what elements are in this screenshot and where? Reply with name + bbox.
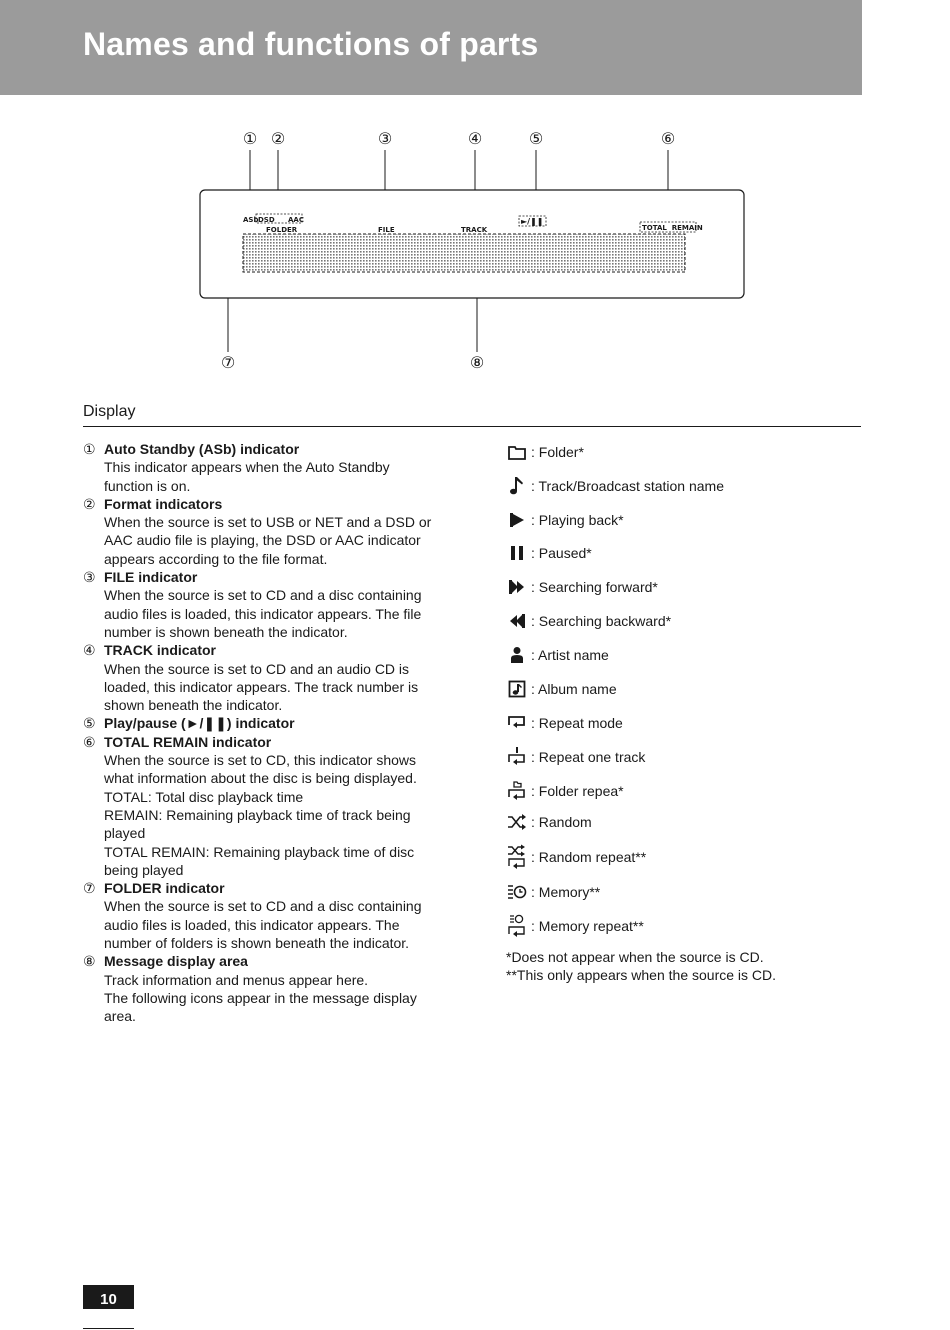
entry-number: ② (83, 495, 96, 512)
display-diagram (0, 110, 950, 400)
memory-repeat-icon (506, 914, 528, 938)
entry-auto-standby (83, 440, 463, 495)
album-icon (506, 678, 528, 700)
icon-label: : Memory repeat** (531, 918, 644, 934)
icon-label: : Searching forward* (531, 579, 658, 595)
entry-text: appears according to the file format. (104, 550, 328, 567)
entry-message-display-area (83, 952, 463, 1025)
section-divider (83, 426, 861, 427)
file-indicator-label: FILE (378, 226, 395, 234)
music-note-icon (506, 475, 528, 497)
random-repeat-icon (506, 844, 528, 870)
folder-icon (506, 441, 528, 463)
entry-folder-indicator (83, 879, 463, 952)
entry-heading: FILE indicator (104, 569, 198, 586)
entry-heading: Auto Standby (ASb) indicator (104, 441, 300, 457)
entry-number: ⑧ (83, 953, 96, 970)
footnote-single-asterisk: *Does not appear when the source is CD. (506, 949, 764, 965)
entry-text: TOTAL REMAIN: Remaining playback time of disc (104, 843, 415, 860)
entry-text: number is shown beneath the indicator. (104, 623, 348, 640)
entry-text: area. (104, 1008, 136, 1025)
asb-indicator-label: ASb (243, 216, 259, 224)
entry-number: ① (83, 441, 96, 457)
icon-row-paused (506, 542, 592, 564)
entry-text: audio files is loaded, this indicator appears. The (104, 916, 400, 933)
entry-track-indicator (83, 641, 463, 714)
play-pause-indicator-label: ►/❚❚ (521, 217, 544, 226)
entry-text: This indicator appears when the Auto Standby (104, 459, 390, 476)
track-indicator-label: TRACK (461, 226, 488, 234)
icon-row-repeat-one (506, 746, 645, 768)
icon-row-track (506, 475, 724, 497)
indicator-descriptions (83, 440, 463, 1026)
entry-text: Track information and menus appear here. (104, 971, 369, 988)
icon-label: : Folder* (531, 444, 584, 460)
icon-label: : Paused* (531, 545, 592, 561)
random-icon (506, 811, 528, 833)
icon-row-album (506, 678, 617, 700)
icon-label: : Repeat one track (531, 749, 646, 765)
search-backward-icon (506, 610, 528, 632)
entry-text: When the source is set to CD and an audio CD is (104, 660, 410, 677)
entry-number: ⑤ (83, 715, 96, 732)
callout-2: ② (270, 129, 286, 148)
entry-text: played (104, 825, 146, 842)
section-title-display: Display (83, 403, 136, 420)
entry-text: shown beneath the indicator. (104, 697, 283, 714)
entry-text: AAC audio file is playing, the DSD or AAC indicator (104, 532, 421, 549)
entry-text: When the source is set to USB or NET and a DSD or (104, 514, 432, 531)
icon-label: : Memory** (531, 884, 601, 900)
entry-play-pause-indicator (83, 714, 463, 732)
aac-indicator-label: AAC (288, 216, 304, 224)
callout-3: ③ (377, 129, 393, 148)
icon-row-repeat (506, 712, 623, 734)
entry-heading: FOLDER indicator (104, 880, 225, 897)
callout-1: ① (242, 129, 258, 148)
callout-6: ⑥ (660, 129, 676, 148)
memory-icon (506, 881, 528, 903)
entry-text: TOTAL: Total disc playback time (104, 788, 304, 805)
icon-row-memory-repeat (506, 914, 644, 938)
icon-label: : Random repeat** (531, 849, 647, 865)
icon-label: : Playing back* (531, 512, 624, 528)
entry-heading: TRACK indicator (104, 642, 216, 659)
entry-total-remain-indicator (83, 733, 463, 879)
icon-row-search-forward (506, 576, 658, 598)
page-number: 10 (83, 1285, 134, 1309)
entry-text: REMAIN: Remaining playback time of track being (104, 806, 411, 823)
repeat-one-icon (506, 746, 528, 768)
entry-number: ③ (83, 569, 96, 586)
search-forward-icon (506, 576, 528, 598)
header-band (0, 0, 862, 95)
artist-icon (506, 644, 528, 666)
entry-heading: Message display area (104, 953, 248, 970)
icon-label: : Random (531, 814, 592, 830)
icon-label: : Folder repea* (531, 783, 624, 799)
callout-4: ④ (467, 129, 483, 148)
icon-label: : Artist name (531, 647, 609, 663)
entry-text: loaded, this indicator appears. The track number is (104, 678, 419, 695)
entry-number: ⑥ (83, 733, 96, 750)
entry-heading: Play/pause (►/❚❚) indicator (104, 715, 295, 732)
play-icon (506, 509, 528, 531)
icon-row-folder-repeat (506, 780, 624, 802)
icon-label: : Album name (531, 681, 617, 697)
folder-indicator-label: FOLDER (266, 226, 298, 234)
callout-7: ⑦ (220, 353, 236, 372)
entry-text: being played (104, 861, 184, 878)
page-title: Names and functions of parts (83, 26, 539, 62)
icon-label: : Track/Broadcast station name (531, 478, 724, 494)
entry-heading: Format indicators (104, 495, 223, 512)
icon-row-playing (506, 509, 624, 531)
display-diagram-svg (0, 110, 950, 400)
entry-text: When the source is set to CD, this indicator shows (104, 752, 417, 769)
callout-5: ⑤ (528, 129, 544, 148)
icon-row-artist (506, 644, 609, 666)
total-remain-indicator-label: TOTAL REMAIN (642, 224, 703, 232)
entry-heading: TOTAL REMAIN indicator (104, 733, 272, 750)
entry-number: ⑦ (83, 880, 96, 897)
icon-row-random-repeat (506, 844, 646, 870)
entry-text: what information about the disc is being displayed. (104, 770, 417, 787)
icon-row-search-backward (506, 610, 671, 632)
page-number-rule (83, 1328, 134, 1329)
entry-format-indicators (83, 495, 463, 568)
entry-file-indicator (83, 568, 463, 641)
icon-row-memory (506, 881, 600, 903)
icon-label: : Repeat mode (531, 715, 623, 731)
callout-8: ⑧ (469, 353, 485, 372)
footnote-double-asterisk: **This only appears when the source is CD. (506, 967, 777, 983)
pause-icon (506, 542, 528, 564)
message-display-area (243, 234, 685, 272)
entry-number: ④ (83, 642, 96, 659)
entry-text: audio files is loaded, this indicator appears. The file (104, 605, 422, 622)
folder-repeat-icon (506, 780, 528, 802)
entry-text: When the source is set to CD and a disc containing (104, 898, 422, 915)
entry-text: number of folders is shown beneath the indicator. (104, 935, 410, 952)
icon-row-random (506, 811, 592, 833)
entry-text: function is on. (104, 477, 191, 494)
dsd-indicator-label: DSD (258, 216, 275, 224)
entry-text: The following icons appear in the message display (104, 989, 417, 1006)
icon-row-folder (506, 441, 584, 463)
repeat-icon (506, 712, 528, 734)
icon-label: : Searching backward* (531, 613, 672, 629)
entry-text: When the source is set to CD and a disc containing (104, 587, 422, 604)
